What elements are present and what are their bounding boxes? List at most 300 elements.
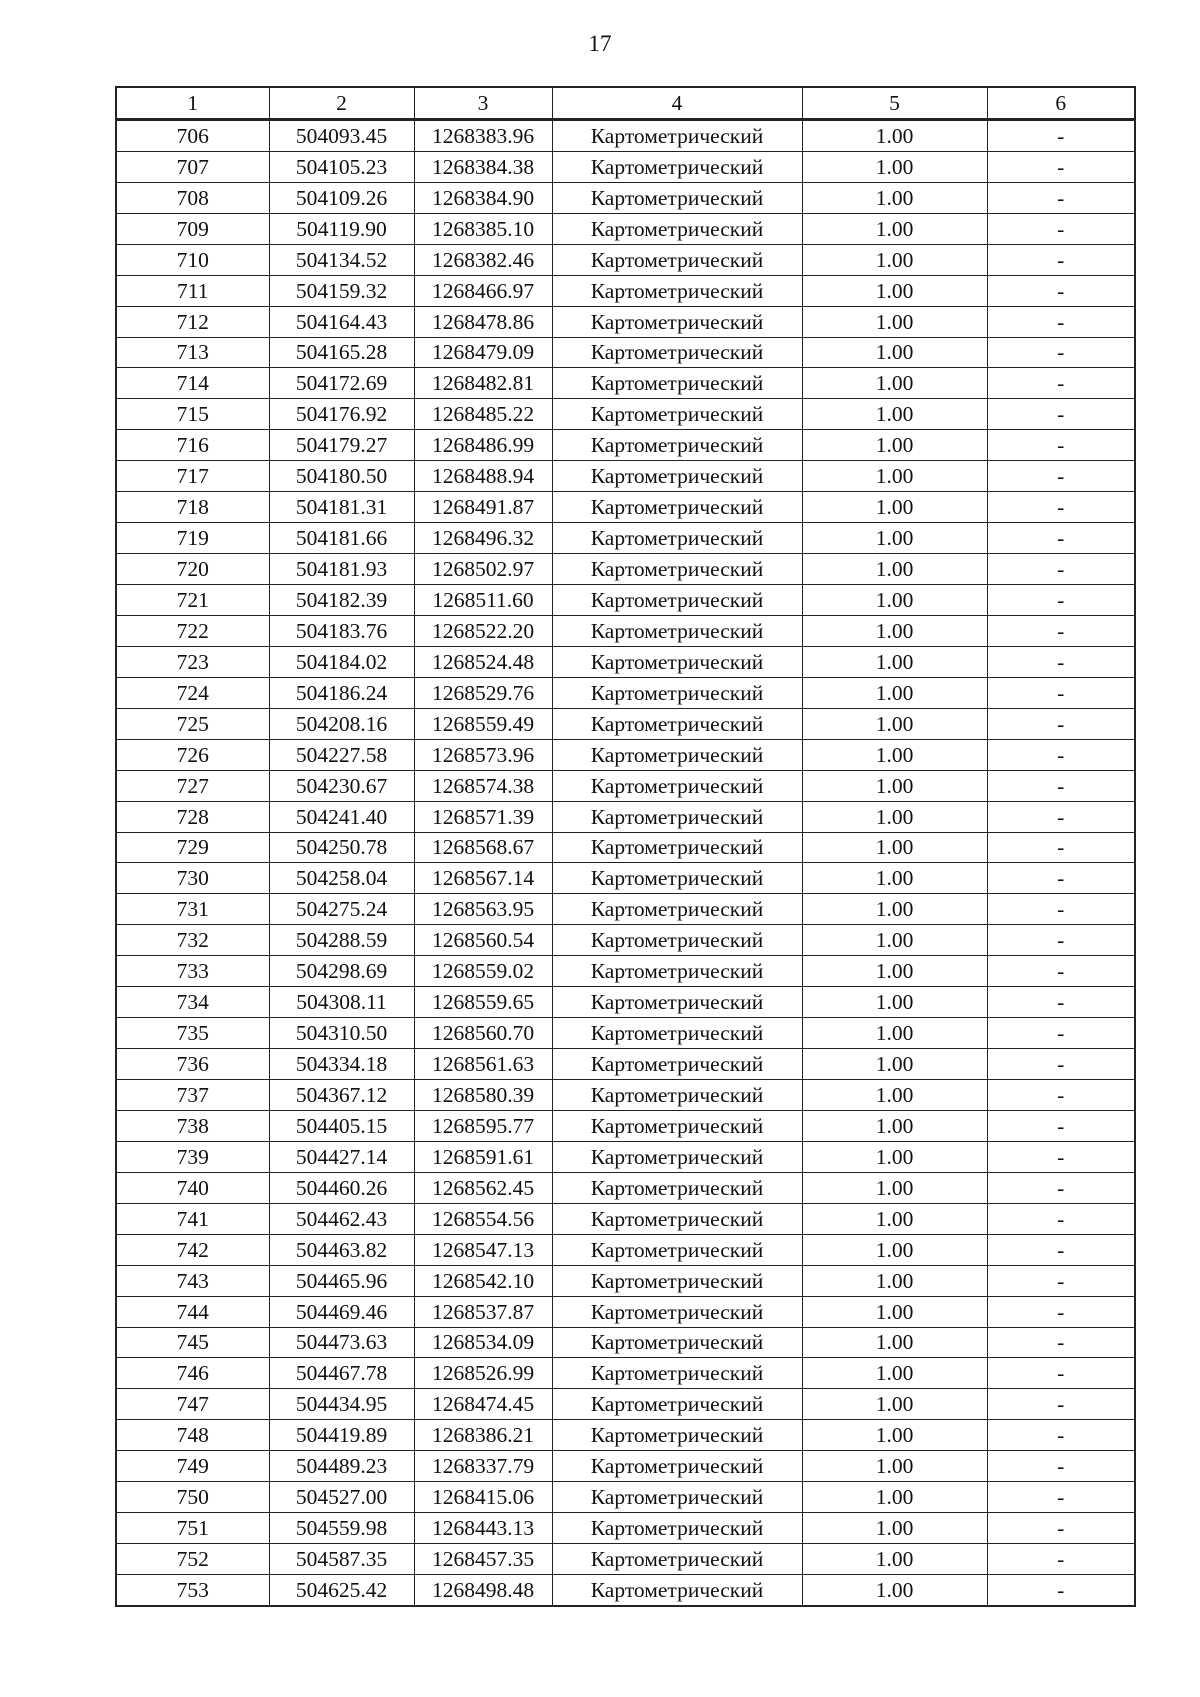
method-cell: Картометрический <box>552 275 802 306</box>
point-number-cell: 709 <box>116 213 269 244</box>
accuracy-cell: 1.00 <box>802 151 987 182</box>
y-coordinate-cell: 1268580.39 <box>414 1080 552 1111</box>
point-number-cell: 724 <box>116 677 269 708</box>
note-cell: - <box>987 182 1135 213</box>
table-row <box>116 1018 1135 1049</box>
note-cell: - <box>987 1141 1135 1172</box>
note-cell: - <box>987 1389 1135 1420</box>
table-row <box>116 1544 1135 1575</box>
point-number-cell: 718 <box>116 492 269 523</box>
note-cell: - <box>987 863 1135 894</box>
y-coordinate-cell: 1268474.45 <box>414 1389 552 1420</box>
y-coordinate-cell: 1268559.49 <box>414 708 552 739</box>
note-cell: - <box>987 1265 1135 1296</box>
point-number-cell: 734 <box>116 987 269 1018</box>
note-cell: - <box>987 368 1135 399</box>
method-cell: Картометрический <box>552 1575 802 1606</box>
note-cell: - <box>987 987 1135 1018</box>
accuracy-cell: 1.00 <box>802 1049 987 1080</box>
note-cell: - <box>987 244 1135 275</box>
note-cell: - <box>987 894 1135 925</box>
column-header: 6 <box>987 87 1135 119</box>
accuracy-cell: 1.00 <box>802 1544 987 1575</box>
method-cell: Картометрический <box>552 368 802 399</box>
point-number-cell: 732 <box>116 925 269 956</box>
accuracy-cell: 1.00 <box>802 368 987 399</box>
table-row <box>116 832 1135 863</box>
y-coordinate-cell: 1268563.95 <box>414 894 552 925</box>
method-cell: Картометрический <box>552 770 802 801</box>
note-cell: - <box>987 461 1135 492</box>
accuracy-cell: 1.00 <box>802 1482 987 1513</box>
column-header: 3 <box>414 87 552 119</box>
note-cell: - <box>987 1172 1135 1203</box>
point-number-cell: 743 <box>116 1265 269 1296</box>
y-coordinate-cell: 1268466.97 <box>414 275 552 306</box>
x-coordinate-cell: 504527.00 <box>269 1482 414 1513</box>
coordinates-table <box>115 86 1136 1607</box>
x-coordinate-cell: 504184.02 <box>269 646 414 677</box>
table-row <box>116 275 1135 306</box>
x-coordinate-cell: 504308.11 <box>269 987 414 1018</box>
method-cell: Картометрический <box>552 1327 802 1358</box>
note-cell: - <box>987 770 1135 801</box>
point-number-cell: 710 <box>116 244 269 275</box>
point-number-cell: 713 <box>116 337 269 368</box>
point-number-cell: 711 <box>116 275 269 306</box>
note-cell: - <box>987 1513 1135 1544</box>
x-coordinate-cell: 504367.12 <box>269 1080 414 1111</box>
x-coordinate-cell: 504275.24 <box>269 894 414 925</box>
accuracy-cell: 1.00 <box>802 1420 987 1451</box>
table-row <box>116 1389 1135 1420</box>
y-coordinate-cell: 1268496.32 <box>414 523 552 554</box>
y-coordinate-cell: 1268383.96 <box>414 119 552 151</box>
point-number-cell: 723 <box>116 646 269 677</box>
method-cell: Картометрический <box>552 925 802 956</box>
point-number-cell: 712 <box>116 306 269 337</box>
point-number-cell: 721 <box>116 585 269 616</box>
method-cell: Картометрический <box>552 1451 802 1482</box>
accuracy-cell: 1.00 <box>802 1358 987 1389</box>
note-cell: - <box>987 832 1135 863</box>
table-row <box>116 461 1135 492</box>
y-coordinate-cell: 1268567.14 <box>414 863 552 894</box>
table-row <box>116 987 1135 1018</box>
table-row <box>116 368 1135 399</box>
accuracy-cell: 1.00 <box>802 863 987 894</box>
table-row <box>116 677 1135 708</box>
note-cell: - <box>987 492 1135 523</box>
y-coordinate-cell: 1268486.99 <box>414 430 552 461</box>
accuracy-cell: 1.00 <box>802 1172 987 1203</box>
accuracy-cell: 1.00 <box>802 615 987 646</box>
page-number: 17 <box>588 31 612 56</box>
y-coordinate-cell: 1268478.86 <box>414 306 552 337</box>
table-row <box>116 1327 1135 1358</box>
note-cell: - <box>987 337 1135 368</box>
note-cell: - <box>987 1203 1135 1234</box>
x-coordinate-cell: 504434.95 <box>269 1389 414 1420</box>
x-coordinate-cell: 504298.69 <box>269 956 414 987</box>
table-row <box>116 646 1135 677</box>
point-number-cell: 749 <box>116 1451 269 1482</box>
note-cell: - <box>987 151 1135 182</box>
note-cell: - <box>987 1482 1135 1513</box>
x-coordinate-cell: 504186.24 <box>269 677 414 708</box>
method-cell: Картометрический <box>552 1110 802 1141</box>
x-coordinate-cell: 504182.39 <box>269 585 414 616</box>
point-number-cell: 715 <box>116 399 269 430</box>
method-cell: Картометрический <box>552 1080 802 1111</box>
method-cell: Картометрический <box>552 987 802 1018</box>
accuracy-cell: 1.00 <box>802 1234 987 1265</box>
x-coordinate-cell: 504119.90 <box>269 213 414 244</box>
method-cell: Картометрический <box>552 399 802 430</box>
point-number-cell: 719 <box>116 523 269 554</box>
note-cell: - <box>987 1234 1135 1265</box>
accuracy-cell: 1.00 <box>802 1018 987 1049</box>
x-coordinate-cell: 504625.42 <box>269 1575 414 1606</box>
method-cell: Картометрический <box>552 956 802 987</box>
x-coordinate-cell: 504460.26 <box>269 1172 414 1203</box>
method-cell: Картометрический <box>552 1018 802 1049</box>
point-number-cell: 736 <box>116 1049 269 1080</box>
table-row <box>116 801 1135 832</box>
x-coordinate-cell: 504258.04 <box>269 863 414 894</box>
point-number-cell: 717 <box>116 461 269 492</box>
table-row <box>116 863 1135 894</box>
point-number-cell: 744 <box>116 1296 269 1327</box>
point-number-cell: 728 <box>116 801 269 832</box>
x-coordinate-cell: 504165.28 <box>269 337 414 368</box>
table-row <box>116 244 1135 275</box>
y-coordinate-cell: 1268491.87 <box>414 492 552 523</box>
table-row <box>116 739 1135 770</box>
note-cell: - <box>987 306 1135 337</box>
method-cell: Картометрический <box>552 894 802 925</box>
accuracy-cell: 1.00 <box>802 956 987 987</box>
point-number-cell: 747 <box>116 1389 269 1420</box>
method-cell: Картометрический <box>552 337 802 368</box>
method-cell: Картометрический <box>552 213 802 244</box>
note-cell: - <box>987 213 1135 244</box>
y-coordinate-cell: 1268574.38 <box>414 770 552 801</box>
y-coordinate-cell: 1268502.97 <box>414 554 552 585</box>
point-number-cell: 722 <box>116 615 269 646</box>
accuracy-cell: 1.00 <box>802 987 987 1018</box>
x-coordinate-cell: 504227.58 <box>269 739 414 770</box>
accuracy-cell: 1.00 <box>802 925 987 956</box>
method-cell: Картометрический <box>552 306 802 337</box>
method-cell: Картометрический <box>552 244 802 275</box>
note-cell: - <box>987 1420 1135 1451</box>
table-row <box>116 119 1135 151</box>
method-cell: Картометрический <box>552 1358 802 1389</box>
accuracy-cell: 1.00 <box>802 337 987 368</box>
column-header: 1 <box>116 87 269 119</box>
y-coordinate-cell: 1268568.67 <box>414 832 552 863</box>
accuracy-cell: 1.00 <box>802 430 987 461</box>
accuracy-cell: 1.00 <box>802 399 987 430</box>
note-cell: - <box>987 956 1135 987</box>
x-coordinate-cell: 504179.27 <box>269 430 414 461</box>
y-coordinate-cell: 1268511.60 <box>414 585 552 616</box>
point-number-cell: 739 <box>116 1141 269 1172</box>
method-cell: Картометрический <box>552 1389 802 1420</box>
accuracy-cell: 1.00 <box>802 585 987 616</box>
y-coordinate-cell: 1268522.20 <box>414 615 552 646</box>
method-cell: Картометрический <box>552 739 802 770</box>
accuracy-cell: 1.00 <box>802 1513 987 1544</box>
accuracy-cell: 1.00 <box>802 461 987 492</box>
point-number-cell: 737 <box>116 1080 269 1111</box>
x-coordinate-cell: 504405.15 <box>269 1110 414 1141</box>
table-row <box>116 770 1135 801</box>
point-number-cell: 720 <box>116 554 269 585</box>
table-row <box>116 1451 1135 1482</box>
x-coordinate-cell: 504093.45 <box>269 119 414 151</box>
x-coordinate-cell: 504310.50 <box>269 1018 414 1049</box>
note-cell: - <box>987 585 1135 616</box>
x-coordinate-cell: 504462.43 <box>269 1203 414 1234</box>
y-coordinate-cell: 1268526.99 <box>414 1358 552 1389</box>
method-cell: Картометрический <box>552 1513 802 1544</box>
x-coordinate-cell: 504241.40 <box>269 801 414 832</box>
note-cell: - <box>987 1018 1135 1049</box>
x-coordinate-cell: 504105.23 <box>269 151 414 182</box>
x-coordinate-cell: 504180.50 <box>269 461 414 492</box>
x-coordinate-cell: 504419.89 <box>269 1420 414 1451</box>
table-row <box>116 1234 1135 1265</box>
method-cell: Картометрический <box>552 863 802 894</box>
accuracy-cell: 1.00 <box>802 646 987 677</box>
table-row <box>116 1420 1135 1451</box>
accuracy-cell: 1.00 <box>802 523 987 554</box>
x-coordinate-cell: 504183.76 <box>269 615 414 646</box>
table-body <box>116 119 1135 1606</box>
point-number-cell: 726 <box>116 739 269 770</box>
y-coordinate-cell: 1268457.35 <box>414 1544 552 1575</box>
column-header: 5 <box>802 87 987 119</box>
method-cell: Картометрический <box>552 677 802 708</box>
y-coordinate-cell: 1268559.02 <box>414 956 552 987</box>
point-number-cell: 746 <box>116 1358 269 1389</box>
method-cell: Картометрический <box>552 708 802 739</box>
accuracy-cell: 1.00 <box>802 739 987 770</box>
note-cell: - <box>987 275 1135 306</box>
note-cell: - <box>987 615 1135 646</box>
point-number-cell: 740 <box>116 1172 269 1203</box>
table-row <box>116 894 1135 925</box>
note-cell: - <box>987 1080 1135 1111</box>
x-coordinate-cell: 504427.14 <box>269 1141 414 1172</box>
point-number-cell: 753 <box>116 1575 269 1606</box>
accuracy-cell: 1.00 <box>802 554 987 585</box>
method-cell: Картометрический <box>552 1234 802 1265</box>
point-number-cell: 741 <box>116 1203 269 1234</box>
accuracy-cell: 1.00 <box>802 832 987 863</box>
x-coordinate-cell: 504230.67 <box>269 770 414 801</box>
point-number-cell: 729 <box>116 832 269 863</box>
point-number-cell: 707 <box>116 151 269 182</box>
note-cell: - <box>987 119 1135 151</box>
y-coordinate-cell: 1268382.46 <box>414 244 552 275</box>
note-cell: - <box>987 1358 1135 1389</box>
table-row <box>116 1172 1135 1203</box>
note-cell: - <box>987 523 1135 554</box>
method-cell: Картометрический <box>552 646 802 677</box>
accuracy-cell: 1.00 <box>802 1327 987 1358</box>
accuracy-cell: 1.00 <box>802 1141 987 1172</box>
table-row <box>116 151 1135 182</box>
y-coordinate-cell: 1268542.10 <box>414 1265 552 1296</box>
y-coordinate-cell: 1268547.13 <box>414 1234 552 1265</box>
method-cell: Картометрический <box>552 1141 802 1172</box>
header-row <box>116 87 1135 119</box>
y-coordinate-cell: 1268562.45 <box>414 1172 552 1203</box>
table-row <box>116 492 1135 523</box>
accuracy-cell: 1.00 <box>802 213 987 244</box>
method-cell: Картометрический <box>552 1482 802 1513</box>
x-coordinate-cell: 504288.59 <box>269 925 414 956</box>
y-coordinate-cell: 1268337.79 <box>414 1451 552 1482</box>
table-row <box>116 182 1135 213</box>
y-coordinate-cell: 1268537.87 <box>414 1296 552 1327</box>
method-cell: Картометрический <box>552 801 802 832</box>
accuracy-cell: 1.00 <box>802 182 987 213</box>
table-row <box>116 306 1135 337</box>
point-number-cell: 748 <box>116 1420 269 1451</box>
table-row <box>116 708 1135 739</box>
accuracy-cell: 1.00 <box>802 708 987 739</box>
method-cell: Картометрический <box>552 461 802 492</box>
point-number-cell: 735 <box>116 1018 269 1049</box>
y-coordinate-cell: 1268595.77 <box>414 1110 552 1141</box>
y-coordinate-cell: 1268591.61 <box>414 1141 552 1172</box>
x-coordinate-cell: 504463.82 <box>269 1234 414 1265</box>
column-header: 4 <box>552 87 802 119</box>
point-number-cell: 716 <box>116 430 269 461</box>
table-row <box>116 1049 1135 1080</box>
method-cell: Картометрический <box>552 585 802 616</box>
x-coordinate-cell: 504164.43 <box>269 306 414 337</box>
point-number-cell: 745 <box>116 1327 269 1358</box>
table-row <box>116 1265 1135 1296</box>
x-coordinate-cell: 504159.32 <box>269 275 414 306</box>
table-row <box>116 585 1135 616</box>
method-cell: Картометрический <box>552 151 802 182</box>
note-cell: - <box>987 1544 1135 1575</box>
accuracy-cell: 1.00 <box>802 1203 987 1234</box>
y-coordinate-cell: 1268560.54 <box>414 925 552 956</box>
accuracy-cell: 1.00 <box>802 244 987 275</box>
x-coordinate-cell: 504467.78 <box>269 1358 414 1389</box>
x-coordinate-cell: 504559.98 <box>269 1513 414 1544</box>
table-row <box>116 554 1135 585</box>
table-row <box>116 1203 1135 1234</box>
method-cell: Картометрический <box>552 554 802 585</box>
accuracy-cell: 1.00 <box>802 1110 987 1141</box>
table-row <box>116 1513 1135 1544</box>
accuracy-cell: 1.00 <box>802 1451 987 1482</box>
point-number-cell: 725 <box>116 708 269 739</box>
note-cell: - <box>987 1110 1135 1141</box>
y-coordinate-cell: 1268498.48 <box>414 1575 552 1606</box>
point-number-cell: 750 <box>116 1482 269 1513</box>
note-cell: - <box>987 1451 1135 1482</box>
note-cell: - <box>987 1575 1135 1606</box>
point-number-cell: 738 <box>116 1110 269 1141</box>
x-coordinate-cell: 504172.69 <box>269 368 414 399</box>
y-coordinate-cell: 1268479.09 <box>414 337 552 368</box>
table-row <box>116 956 1135 987</box>
table-row <box>116 1110 1135 1141</box>
x-coordinate-cell: 504465.96 <box>269 1265 414 1296</box>
y-coordinate-cell: 1268573.96 <box>414 739 552 770</box>
y-coordinate-cell: 1268384.38 <box>414 151 552 182</box>
accuracy-cell: 1.00 <box>802 119 987 151</box>
accuracy-cell: 1.00 <box>802 492 987 523</box>
accuracy-cell: 1.00 <box>802 801 987 832</box>
y-coordinate-cell: 1268443.13 <box>414 1513 552 1544</box>
note-cell: - <box>987 1327 1135 1358</box>
table-row <box>116 430 1135 461</box>
note-cell: - <box>987 677 1135 708</box>
point-number-cell: 751 <box>116 1513 269 1544</box>
accuracy-cell: 1.00 <box>802 1575 987 1606</box>
column-header: 2 <box>269 87 414 119</box>
table-row <box>116 1482 1135 1513</box>
point-number-cell: 752 <box>116 1544 269 1575</box>
y-coordinate-cell: 1268559.65 <box>414 987 552 1018</box>
method-cell: Картометрический <box>552 1265 802 1296</box>
x-coordinate-cell: 504250.78 <box>269 832 414 863</box>
y-coordinate-cell: 1268384.90 <box>414 182 552 213</box>
method-cell: Картометрический <box>552 523 802 554</box>
x-coordinate-cell: 504181.93 <box>269 554 414 585</box>
point-number-cell: 706 <box>116 119 269 151</box>
table-row <box>116 1141 1135 1172</box>
accuracy-cell: 1.00 <box>802 1080 987 1111</box>
point-number-cell: 733 <box>116 956 269 987</box>
x-coordinate-cell: 504176.92 <box>269 399 414 430</box>
table-row <box>116 213 1135 244</box>
note-cell: - <box>987 554 1135 585</box>
method-cell: Картометрический <box>552 430 802 461</box>
accuracy-cell: 1.00 <box>802 1296 987 1327</box>
note-cell: - <box>987 1296 1135 1327</box>
accuracy-cell: 1.00 <box>802 894 987 925</box>
table-row <box>116 615 1135 646</box>
point-number-cell: 727 <box>116 770 269 801</box>
table-row <box>116 1296 1135 1327</box>
method-cell: Картометрический <box>552 1296 802 1327</box>
y-coordinate-cell: 1268534.09 <box>414 1327 552 1358</box>
x-coordinate-cell: 504587.35 <box>269 1544 414 1575</box>
x-coordinate-cell: 504489.23 <box>269 1451 414 1482</box>
point-number-cell: 714 <box>116 368 269 399</box>
table-row <box>116 925 1135 956</box>
method-cell: Картометрический <box>552 492 802 523</box>
y-coordinate-cell: 1268529.76 <box>414 677 552 708</box>
x-coordinate-cell: 504109.26 <box>269 182 414 213</box>
y-coordinate-cell: 1268485.22 <box>414 399 552 430</box>
accuracy-cell: 1.00 <box>802 1265 987 1296</box>
y-coordinate-cell: 1268385.10 <box>414 213 552 244</box>
y-coordinate-cell: 1268571.39 <box>414 801 552 832</box>
x-coordinate-cell: 504181.66 <box>269 523 414 554</box>
